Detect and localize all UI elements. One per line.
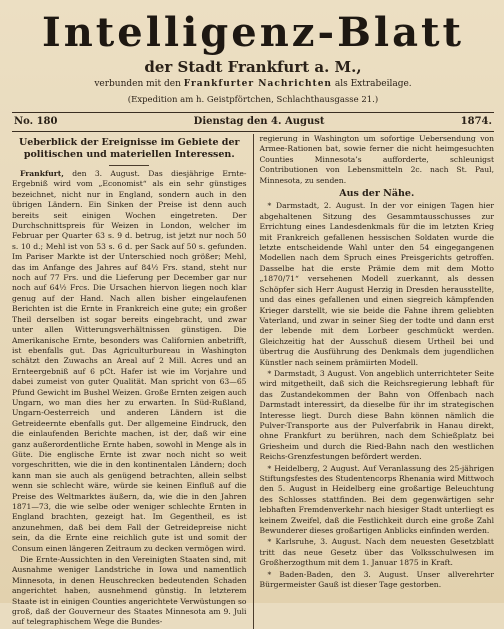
article-heidelberg: * Heidelberg, 2 August. Auf Veranlassung des 25-jährigen Stiftungsfestes des Studentencorps Rhenania wird Mittwoch den 5. August in Heidelberg eine großartige Beleuchtung des Schlosses stattfinden. Bei dem gegenwärtigen sehr lebhaften Fremdenverkehr nach hiesiger Stadt unterliegt es keinem Zweifel, daß die Festlichkeit durch eine große Zahl Bewunderer dieses großartigen Anblicks einfinden werden. <box>259 463 494 536</box>
expedition-address: (Expedition am h. Geistpförtchen, Schlachthausgasse 21.) <box>127 95 379 105</box>
article-frankfurt <box>12 169 247 554</box>
article-baden-baden: * Baden-Baden, den 3. August. Unser allverehrter Bürgermeister Gauß ist dieser Tage gestorben. <box>259 569 494 590</box>
article-harvest-usa: Die Ernte-Aussichten in den Vereinigten Staaten sind, mit Ausnahme weniger Landstriche in Iowa und namentlich Minnesota, in denen Heuschrecken bedeutenden Schaden angerichtet haben, ausnehmend günstig. In letzterem Staate ist in einigen Counties angerichtete Verwüstungen so groß, daß der Gouverneur des Staates Minnesota am 9. Juli auf telegraphischem Wege die Bundes- <box>12 555 247 627</box>
article-frankfurt-text: den 3. August. Das diesjährige Ernte-Ergebniß wird vom „Economist“ als ein sehr günstiges bezeichnet, nicht nur in England, sondern auch in den übrigen Ländern. Ein Sinken der Preise ist denn auch bereits seit einigen Wochen eingetreten. Der Durchschnittspreis für Weizen in London, welcher im Februar per Quarter 63 s. 9 d. betrug, ist jetzt nur noch 50 s. 10 d.; Mehl ist von 53 s. 6 d. per Sack auf 50 s. gefunden. Im Pariser Markte ist der Unterschied noch größer; Mehl, das im Anfange des Jahres auf 84½ Frs. stand, steht nur noch auf 77 Frs. und die Lieferung per December gar nur noch auf 64½ Frcs. Die Ursachen hiervon liegen noch klar genug auf der Hand. Nach allen bisher eingelaufenen Berichten ist die Ernte in Frankreich eine gute; ein großer Theil derselben ist sogar bereits eingebracht, und zwar unter allen Witterungsverhältnissen günstigen. Die Amerikanische Ernte, besonders was Californien anbetrifft, ist ebenfalls gut. Das Agriculturbureau in Washington schätzt den Zuwachs an Areal auf 2 Mill. Acres und an Ernteergebniß auf 6 pCt. Hafer ist wie im Vorjahre und dabei zumeist von guter Qualität. Man spricht von 63—65 Pfund Gewicht im Bushel Weizen. Große Ernten zeigen auch Ungarn, wo man dies her zu erwarten. In Süd-Rußland, Ungarn-Oesterreich und anderen Ländern ist die Getreideernte ebenfalls gut. Der allgemeine Eindruck, den die einlaufenden Berichte machen, ist der, daß wir eine ganz außerordentliche Ernte haben, sowohl in Menge als in Güte. Die englische Ernte ist zwar noch nicht so weit vorgeschritten, wie die in den kontinentalen Ländern; doch kann man sie auch als genügend betrachten, allein selbst wenn sie schlecht wäre, würde sie keinen Einfluß auf die Preise des Weltmarktes äußern, da, wie die in den Jahren 1871—73, die wie selbe oder weniger schlechte Ernten in England brachten, gezeigt hat. Im Gegentheil, es ist anzunehmen, daß bei dem Fall der Getreidepreise nicht sein, da die Ernte eine reichlich gute ist und somit der Consum einen längeren Zeitraum zu decken vermögen wird. <box>12 169 247 553</box>
newspaper-title: Intelligenz-Blatt <box>42 9 464 56</box>
right-column <box>254 134 495 629</box>
newspaper-subtitle: der Stadt Frankfurt a. M., <box>144 58 362 76</box>
affiliation-paper: Frankfurter Nachrichten <box>183 79 332 89</box>
newspaper-affiliation <box>12 78 494 90</box>
issue-date: Dienstag den 4. August <box>193 115 325 127</box>
left-column <box>12 134 254 629</box>
article-columns <box>12 134 494 629</box>
article-karlsruhe: * Karlsruhe, 3. August. Nach dem neuesten Gesetzblatt tritt das neue Gesetz über das Volksschulwesen im Großherzogthum mit dem 1. Januar 1875 in Kraft. <box>259 537 494 568</box>
overview-headline: Ueberblick der Ereignisse im Gebiete der politischen und materiellen Interessen. <box>18 137 240 160</box>
bottom-rule <box>12 131 494 132</box>
issue-bar <box>12 113 494 129</box>
affiliation-suffix: als Extrabeilage. <box>334 79 412 89</box>
section-title-nearby: Aus der Nähe. <box>339 188 415 200</box>
issue-number: No. 180 <box>14 115 58 127</box>
article-frankfurt-lead: Frankfurt, <box>20 169 64 178</box>
affiliation-prefix: verbunden mit den <box>94 79 181 89</box>
article-darmstadt-1: * Darmstadt, 2. August. In der vor einigen Tagen hier abgehaltenen Sitzung des Gesammtausschusses zur Errichtung eines Landesdenkmals für die im letzten Krieg mit Frankreich gefallenen hessischen Soldaten wurde die letzte entscheidende Wahl unter den 54 eingegangenen Modellen nach dem Spruch eines Preisgerichts getroffen. Dasselbe hat die erste Prämie dem mit dem Motto „1870/71“ versehenen Modell zuerkannt, als dessen Schöpfer sich Herr August Herzig in Dresden herausstellte, und das eines gefallenen und einen siegreich kämpfenden Krieger darstellt, wie sie beide die Fahne ihrem geliebten Vaterland, und zwar in seiner Sieg der todte und dann erst der lebende mit dem Lorbeer geschmückt werden. Gleichzeitig hat der Ausschuß diesem Urtheil bei und übertrug die Ausführung des Denkmals dem jugendlichen Künstler nach seinem prämiirten Modell. <box>259 201 494 367</box>
masthead <box>12 10 494 106</box>
issue-year: 1874. <box>460 115 492 127</box>
article-darmstadt-2: * Darmstadt, 3 August. Von angeblich unterrichteter Seite wird mitgetheilt, daß sich die Reichsregierung lebhaft für das Zustandekommen der Bahn von Offenbach nach Darmstadt interessirt, da dieselbe für ihr im strategischen Interesse liegt. Durch diese Bahn können nämlich die Pulver-Transporte aus der Pulverfabrik in Hanau direkt, ohne Frankfurt zu berühren, nach dem Schießplatz bei Griesheim und durch die Ried-Bahn nach den westlichen Reichs-Grenzfestungen befördert werden. <box>259 368 494 462</box>
article-continued: regierung in Washington um sofortige Uebersendung von Armee-Rationen bat, sowie ferner die nicht heimgesuchten Counties Minnesota’s aufforderte, schleunigst Contributionen von Lebensmitteln 2c. nach St. Paul, Minnesota, zu senden. <box>259 134 494 185</box>
headline-separator <box>109 165 149 166</box>
